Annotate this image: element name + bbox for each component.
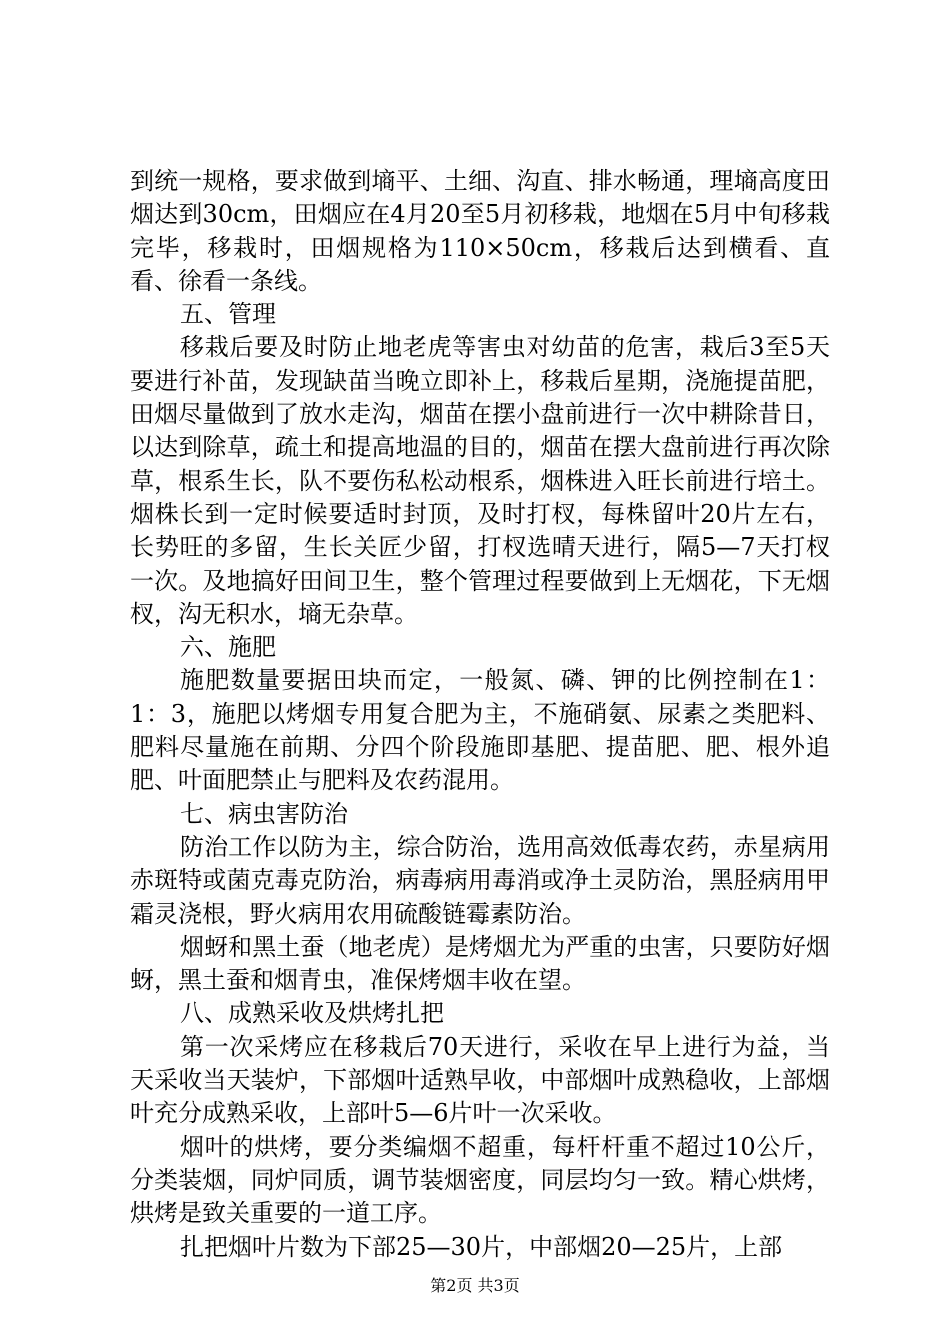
paragraph-fertilizing: 施肥数量要据田块而定，一般氮、磷、钾的比例控制在1：1：3，施肥以烤烟专用复合肥为主，不施硝氨、尿素之类肥料、肥料尽量施在前期、分四个阶段施即基肥、提苗肥、肥、根外追肥、叶面肥禁止与肥料及农药混用。	[130, 666, 830, 795]
paragraph-curing: 烟叶的烘烤，要分类编烟不超重，每杆杆重不超过10公斤，分类装烟，同炉同质，调节装烟密度，同层均匀一致。精心烘烤，烘烤是致关重要的一道工序。	[130, 1132, 830, 1228]
paragraph-management: 移栽后要及时防止地老虎等害虫对幼苗的危害，栽后3至5天要进行补苗，发现缺苗当晚立即补上，移栽后星期，浇施提苗肥，田烟尽量做到了放水走沟，烟苗在摆小盘前进行一次中耕除昔日，以达到除草，疏土和提高地温的目的，烟苗在摆大盘前进行再次除草，根系生长，队不要伤私松动根系，烟株进入旺长前进行培土。烟株长到一定时候要适时封顶，及时打杈，每株留叶20片左右，长势旺的多留，生长关匠少留，打杈选晴天进行，隔5—7天打杈一次。及地搞好田间卫生，整个管理过程要做到上无烟花，下无烟杈，沟无积水，墒无杂草。	[130, 333, 830, 628]
section-heading-fertilizing: 六、施肥	[180, 633, 276, 662]
page-footer: 第2页 共3页	[430, 1276, 520, 1295]
section-heading-pest-control: 七、病虫害防治	[180, 799, 348, 828]
section-heading-management: 五、管理	[180, 300, 276, 329]
section-heading-harvest: 八、成熟采收及烘烤扎把	[180, 999, 444, 1028]
paragraph-harvest: 第一次采烤应在移栽后70天进行，采收在早上进行为益，当天采收当天装炉，下部烟叶适熟早收，中部烟叶成熟稳收，上部烟叶充分成熟采收，上部叶5—6片叶一次采收。	[130, 1032, 830, 1128]
document-body	[130, 165, 830, 1264]
paragraph-aphids: 烟蚜和黑土蚕（地老虎）是烤烟尤为严重的虫害，只要防好烟蚜，黑土蚕和烟青虫，准保烤烟丰收在望。	[130, 932, 830, 995]
paragraph-bundling: 扎把烟叶片数为下部25—30片，中部烟20—25片，上部	[180, 1232, 783, 1261]
paragraph-continuation: 到统一规格，要求做到墒平、土细、沟直、排水畅通，理墒高度田烟达到30cm，田烟应在4月20至5月初移栽，地烟在5月中旬移栽完毕，移栽时，田烟规格为110×50cm，移栽后达到横看、直看、徐看一条线。	[130, 167, 830, 295]
paragraph-pest-control: 防治工作以防为主，综合防治，选用高效低毒农药，赤星病用赤斑特或菌克毒克防治，病毒病用毒消或净土灵防治，黑胫病用甲霜灵浇根，野火病用农用硫酸链霉素防治。	[130, 832, 830, 928]
